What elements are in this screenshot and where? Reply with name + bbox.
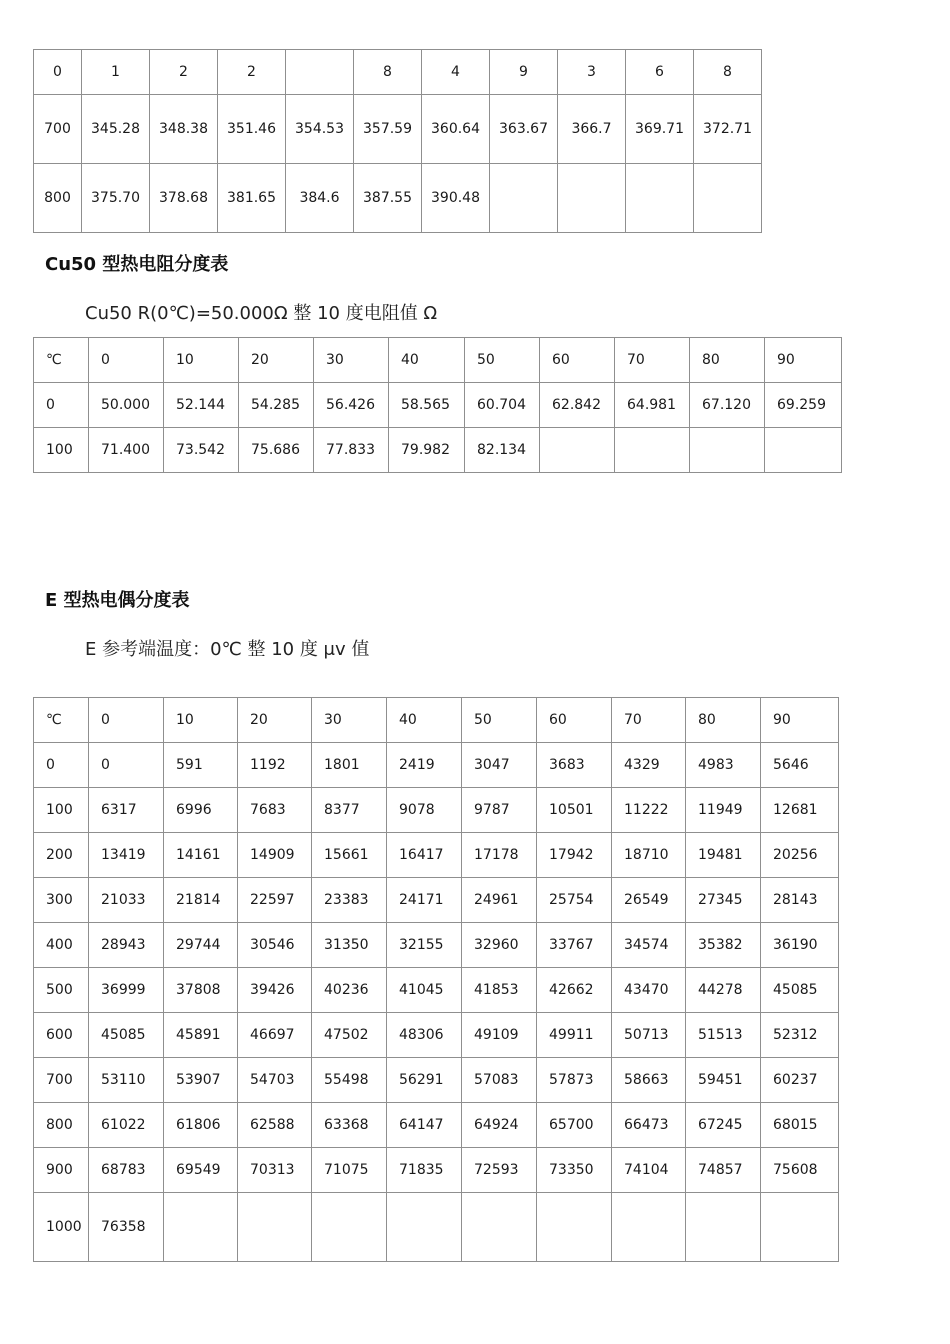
table-cell: 65700: [537, 1103, 612, 1148]
table-cell: 7683: [238, 788, 312, 833]
table-cell: 9787: [462, 788, 537, 833]
table-cell: 31350: [312, 923, 387, 968]
table-cell: 0: [34, 383, 89, 428]
table-cell: 63368: [312, 1103, 387, 1148]
table-cell: 400: [34, 923, 89, 968]
table-cell: 100: [34, 788, 89, 833]
table-cell: [558, 164, 626, 233]
table-cell: 1192: [238, 743, 312, 788]
table-cell: 70: [615, 338, 690, 383]
table-cell: 28943: [89, 923, 164, 968]
table-cell: 900: [34, 1148, 89, 1193]
table-cell: 360.64: [422, 95, 490, 164]
table-cell: 2: [218, 50, 286, 95]
table-cell: [462, 1193, 537, 1262]
table-cell: 1: [82, 50, 150, 95]
table-cell: [312, 1193, 387, 1262]
table-cell: 58663: [612, 1058, 686, 1103]
table-cell: 57873: [537, 1058, 612, 1103]
table-cell: 369.71: [626, 95, 694, 164]
table-cell: 51513: [686, 1013, 761, 1058]
table-cell: [164, 1193, 238, 1262]
e-type-subtitle: E 参考端温度：0℃ 整 10 度 μv 值: [85, 639, 370, 660]
table-cell: ℃: [34, 698, 89, 743]
table-cell: [540, 428, 615, 473]
table-cell: 11222: [612, 788, 686, 833]
table-row: [34, 50, 762, 95]
table-cell: 60.704: [465, 383, 540, 428]
table-cell: 700: [34, 95, 82, 164]
table-cell: 23383: [312, 878, 387, 923]
table-cell: 200: [34, 833, 89, 878]
table-cell: 46697: [238, 1013, 312, 1058]
table-cell: 366.7: [558, 95, 626, 164]
table-cell: 381.65: [218, 164, 286, 233]
cu50-table: [33, 337, 842, 473]
table-cell: 47502: [312, 1013, 387, 1058]
table-cell: [286, 50, 354, 95]
table-cell: 35382: [686, 923, 761, 968]
table-cell: [612, 1193, 686, 1262]
table-cell: 59451: [686, 1058, 761, 1103]
table-cell: 20: [238, 698, 312, 743]
table-row: [34, 1058, 839, 1103]
table-cell: 62.842: [540, 383, 615, 428]
table-cell: 64924: [462, 1103, 537, 1148]
table-cell: 52312: [761, 1013, 839, 1058]
table-cell: 3: [558, 50, 626, 95]
table-cell: 0: [34, 743, 89, 788]
table-cell: 387.55: [354, 164, 422, 233]
table-cell: 55498: [312, 1058, 387, 1103]
table-cell: 32960: [462, 923, 537, 968]
table-row: [34, 968, 839, 1013]
table-row: [34, 1193, 839, 1262]
table-cell: 45085: [89, 1013, 164, 1058]
table-cell: 80: [690, 338, 765, 383]
table-cell: 80: [686, 698, 761, 743]
table-cell: 61806: [164, 1103, 238, 1148]
table-cell: 500: [34, 968, 89, 1013]
table-cell: 32155: [387, 923, 462, 968]
table-cell: 9078: [387, 788, 462, 833]
table-cell: 64.981: [615, 383, 690, 428]
table-cell: 600: [34, 1013, 89, 1058]
table-cell: 74857: [686, 1148, 761, 1193]
table-cell: 70: [612, 698, 686, 743]
table-cell: 33767: [537, 923, 612, 968]
table-cell: 10: [164, 338, 239, 383]
table-cell: 357.59: [354, 95, 422, 164]
table-row: [34, 878, 839, 923]
table-cell: 9: [490, 50, 558, 95]
table-cell: 17178: [462, 833, 537, 878]
table-cell: 19481: [686, 833, 761, 878]
table-cell: 40: [389, 338, 465, 383]
cu50-subtitle: Cu50 R(0℃)=50.000Ω 整 10 度电阻值 Ω: [85, 303, 438, 324]
table-cell: 0: [89, 698, 164, 743]
table-row: [34, 164, 762, 233]
table-cell: 21814: [164, 878, 238, 923]
table-cell: 73350: [537, 1148, 612, 1193]
table-cell: [765, 428, 842, 473]
table-cell: 700: [34, 1058, 89, 1103]
table-cell: 82.134: [465, 428, 540, 473]
table-cell: 42662: [537, 968, 612, 1013]
table-cell: [690, 428, 765, 473]
table-cell: 10501: [537, 788, 612, 833]
table-cell: 22597: [238, 878, 312, 923]
table-cell: 53110: [89, 1058, 164, 1103]
table-cell: 354.53: [286, 95, 354, 164]
table-cell: 60237: [761, 1058, 839, 1103]
table-cell: 45085: [761, 968, 839, 1013]
table-cell: 40236: [312, 968, 387, 1013]
table-row: [34, 743, 839, 788]
table-cell: [615, 428, 690, 473]
table-cell: 3047: [462, 743, 537, 788]
table-cell: 43470: [612, 968, 686, 1013]
table-cell: 70313: [238, 1148, 312, 1193]
table-cell: 13419: [89, 833, 164, 878]
table-cell: 71.400: [89, 428, 164, 473]
table-cell: 39426: [238, 968, 312, 1013]
cu50-heading: Cu50 型热电阻分度表: [45, 254, 229, 275]
table-cell: 10: [164, 698, 238, 743]
table-cell: 27345: [686, 878, 761, 923]
table-cell: 25754: [537, 878, 612, 923]
table-cell: 12681: [761, 788, 839, 833]
table-cell: 345.28: [82, 95, 150, 164]
table-cell: 67245: [686, 1103, 761, 1148]
table-cell: 2: [150, 50, 218, 95]
table-row: [34, 833, 839, 878]
table-cell: 4: [422, 50, 490, 95]
table-row: [34, 923, 839, 968]
table-cell: 54.285: [239, 383, 314, 428]
table-cell: 14909: [238, 833, 312, 878]
table-cell: 90: [761, 698, 839, 743]
table-cell: 800: [34, 164, 82, 233]
table-cell: [537, 1193, 612, 1262]
table-cell: [626, 164, 694, 233]
table-cell: 54703: [238, 1058, 312, 1103]
table-cell: 50713: [612, 1013, 686, 1058]
table-cell: 30: [312, 698, 387, 743]
table-cell: 34574: [612, 923, 686, 968]
table-cell: 375.70: [82, 164, 150, 233]
table-cell: 1801: [312, 743, 387, 788]
table-cell: 14161: [164, 833, 238, 878]
table-cell: 68783: [89, 1148, 164, 1193]
table-cell: 64147: [387, 1103, 462, 1148]
table-cell: 56.426: [314, 383, 389, 428]
table-cell: 4983: [686, 743, 761, 788]
table-cell: 69.259: [765, 383, 842, 428]
table-cell: 372.71: [694, 95, 762, 164]
table-cell: 69549: [164, 1148, 238, 1193]
table-cell: 40: [387, 698, 462, 743]
table-cell: 76358: [89, 1193, 164, 1262]
table-cell: 16417: [387, 833, 462, 878]
table-cell: 72593: [462, 1148, 537, 1193]
table-cell: 36190: [761, 923, 839, 968]
table-cell: 3683: [537, 743, 612, 788]
table-row: [34, 383, 842, 428]
table-cell: 56291: [387, 1058, 462, 1103]
table-cell: 48306: [387, 1013, 462, 1058]
table-cell: 50.000: [89, 383, 164, 428]
table-row: [34, 338, 842, 383]
table-cell: [238, 1193, 312, 1262]
table-cell: 67.120: [690, 383, 765, 428]
table-cell: 30546: [238, 923, 312, 968]
table-row: [34, 788, 839, 833]
table-cell: 0: [89, 338, 164, 383]
table-cell: [694, 164, 762, 233]
table-cell: 24961: [462, 878, 537, 923]
table-cell: 18710: [612, 833, 686, 878]
resistance-table-fragment: [33, 49, 762, 233]
table-cell: 363.67: [490, 95, 558, 164]
table-cell: 26549: [612, 878, 686, 923]
table-cell: 53907: [164, 1058, 238, 1103]
table-cell: 390.48: [422, 164, 490, 233]
table-cell: 41045: [387, 968, 462, 1013]
table-cell: 5646: [761, 743, 839, 788]
table-cell: 68015: [761, 1103, 839, 1148]
table-cell: 20: [239, 338, 314, 383]
table-cell: 75.686: [239, 428, 314, 473]
table-cell: 58.565: [389, 383, 465, 428]
table-cell: 29744: [164, 923, 238, 968]
table-row: [34, 1148, 839, 1193]
table-cell: 800: [34, 1103, 89, 1148]
table-cell: 75608: [761, 1148, 839, 1193]
table-cell: 15661: [312, 833, 387, 878]
table-cell: 50: [465, 338, 540, 383]
table-cell: 62588: [238, 1103, 312, 1148]
table-row: [34, 95, 762, 164]
table-cell: 45891: [164, 1013, 238, 1058]
table-cell: 36999: [89, 968, 164, 1013]
table-cell: 30: [314, 338, 389, 383]
table-cell: 74104: [612, 1148, 686, 1193]
table-cell: 300: [34, 878, 89, 923]
table-cell: [686, 1193, 761, 1262]
table-cell: 6317: [89, 788, 164, 833]
table-row: [34, 698, 839, 743]
table-cell: 79.982: [389, 428, 465, 473]
table-cell: 44278: [686, 968, 761, 1013]
table-cell: 6: [626, 50, 694, 95]
table-cell: 52.144: [164, 383, 239, 428]
table-cell: [490, 164, 558, 233]
table-cell: 591: [164, 743, 238, 788]
table-cell: 50: [462, 698, 537, 743]
table-cell: 378.68: [150, 164, 218, 233]
table-cell: 73.542: [164, 428, 239, 473]
table-cell: 100: [34, 428, 89, 473]
table-cell: ℃: [34, 338, 89, 383]
e-type-heading: E 型热电偶分度表: [45, 590, 190, 611]
table-cell: 11949: [686, 788, 761, 833]
table-cell: 8: [354, 50, 422, 95]
table-cell: 90: [765, 338, 842, 383]
table-cell: 60: [537, 698, 612, 743]
table-cell: 71835: [387, 1148, 462, 1193]
table-cell: 0: [89, 743, 164, 788]
table-cell: 57083: [462, 1058, 537, 1103]
table-cell: 77.833: [314, 428, 389, 473]
table-cell: 384.6: [286, 164, 354, 233]
e-type-table: [33, 697, 839, 1262]
table-cell: 41853: [462, 968, 537, 1013]
table-cell: 8: [694, 50, 762, 95]
table-row: [34, 428, 842, 473]
table-cell: 0: [34, 50, 82, 95]
table-row: [34, 1013, 839, 1058]
table-cell: 60: [540, 338, 615, 383]
table-cell: 24171: [387, 878, 462, 923]
table-cell: 49109: [462, 1013, 537, 1058]
table-cell: 8377: [312, 788, 387, 833]
table-cell: 21033: [89, 878, 164, 923]
table-cell: [387, 1193, 462, 1262]
table-cell: 2419: [387, 743, 462, 788]
table-cell: 351.46: [218, 95, 286, 164]
table-cell: 37808: [164, 968, 238, 1013]
table-cell: 1000: [34, 1193, 89, 1262]
table-cell: 66473: [612, 1103, 686, 1148]
table-cell: 348.38: [150, 95, 218, 164]
table-cell: 28143: [761, 878, 839, 923]
table-cell: 49911: [537, 1013, 612, 1058]
table-cell: 71075: [312, 1148, 387, 1193]
table-cell: 61022: [89, 1103, 164, 1148]
table-cell: [761, 1193, 839, 1262]
table-cell: 4329: [612, 743, 686, 788]
table-cell: 17942: [537, 833, 612, 878]
table-cell: 20256: [761, 833, 839, 878]
table-row: [34, 1103, 839, 1148]
table-cell: 6996: [164, 788, 238, 833]
